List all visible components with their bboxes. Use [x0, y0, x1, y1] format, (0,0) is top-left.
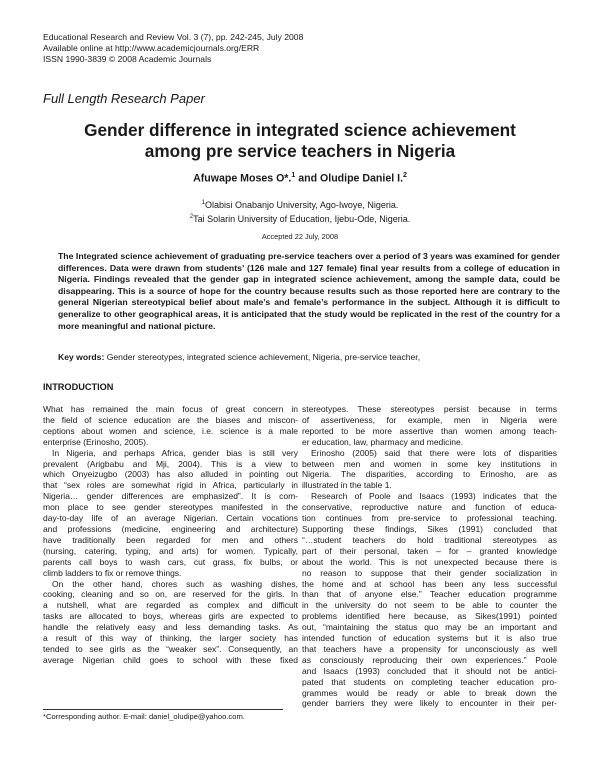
left-column-text-line: cooking, cleaning and so on, are reserved for the girls. In	[43, 589, 298, 600]
right-column-text-line: conservative, reproductive nature and function of educa-	[302, 502, 557, 513]
author-1: Afuwape Moses O*.	[193, 172, 292, 185]
right-column-text-line: Supporting these findings, Sikes (1991) concluded that	[302, 523, 557, 534]
left-column-text-line: tasks are allocated to boys, whereas girls are expected to	[43, 611, 298, 622]
section-heading-introduction: INTRODUCTION	[43, 382, 114, 392]
left-column-text-line: prevalent (Arigbabu and Mji, 2004). This is a view to	[43, 458, 298, 469]
left-column-text-line: handle the relatively easy and less demanding tasks. As	[43, 622, 298, 633]
right-column-text-line: “…student teachers do hold traditional stereotypes as	[302, 534, 557, 545]
right-column-text-line: tion continues from pre-service to professional teaching.	[302, 513, 557, 524]
keywords-label: Key words:	[58, 352, 105, 362]
right-column-text-line: stereotypes. These stereotypes persist because in terms	[302, 404, 557, 414]
left-column-text-line: a result of this way of thinking, the larger society has	[43, 633, 298, 644]
right-column-text-line: the home and at school has been any less successful	[302, 578, 557, 589]
right-column-text-line: as consciously reproducing their own experiences.” Poole	[302, 654, 557, 665]
right-column-text-line: pated that students on completing teacher education pro-	[302, 676, 557, 687]
affiliation-2-sup: 2	[189, 214, 194, 220]
left-column-text-line: average Nigerian child goes to school with these fixed	[43, 654, 298, 665]
journal-url: Available online at http://www.academicjournals.org/ERR	[43, 43, 260, 53]
right-column-text-line: grammes would be ready or able to break down the	[302, 687, 557, 698]
affiliation-2	[40, 211, 560, 225]
left-column-text-line: and professions (medicine, engineering and architecture)	[43, 523, 298, 534]
journal-header	[43, 32, 303, 65]
left-column-text-line: What has remained the main focus of great concern in	[43, 404, 298, 414]
accepted-date: Accepted 22 July, 2008	[261, 232, 339, 241]
paper-title	[40, 120, 560, 162]
left-column-text-line: (nursing, catering, typing, and arts) for women. Typically,	[43, 545, 298, 556]
author-2: Oludipe Daniel I.	[320, 172, 404, 185]
left-column-text-line: have traditionally been regarded for men and others	[43, 534, 298, 545]
paper-type: Full Length Research Paper	[43, 91, 205, 106]
left-column-text-line: day-to-day life of an average Nigerian. Certain vocations	[43, 513, 298, 524]
abstract: The Integrated science achievement of graduating pre-service teachers over a period of 3 years was examined for gender differences. Data were drawn from students’ (126 male and 127 female) final year results from a college of education in Nigeria. Findings revealed that the gender gap in integrated science achievement, among the sample data, could be disappearing. This is a source of hope for the country because results such as those reported here are contrary to the general Nigerian stereotypical belief about male’s and female’s performance in the subject. Although it is difficult to generalize to other geographical areas, it is anticipated that the study would be replicated in the rest of the country for a more meaningful and national picture.	[58, 251, 560, 331]
right-column-text-line: Erinosho (2005) said that there were lots of disparities	[311, 447, 557, 458]
affiliation-1-text: Olabisi Onabanjo University, Ago-Iwoye, Nigeria.	[204, 200, 399, 210]
right-column-text-line: er education, law, pharmacy and medicine.	[302, 436, 464, 447]
right-column-text-line: of assertiveness, for example, men in Nigeria were	[302, 414, 557, 425]
right-column-text-line: between men and women in some key institutions in	[302, 458, 557, 469]
affiliation-2-text: Tai Solarin University of Education, Ijebu-Ode, Nigeria.	[193, 214, 411, 224]
footnote-divider	[43, 709, 283, 710]
right-column-text-line: about the world. This is not unexpected because there is	[302, 556, 557, 567]
author-2-sup: 2	[403, 172, 407, 179]
affiliation-1-sup: 1	[201, 200, 205, 206]
right-column-text-line: Research of Poole and Isaacs (1993) indicates that the	[311, 491, 557, 502]
left-column-text-line: enterprise (Erinosho, 2005).	[43, 436, 149, 447]
left-column-text-line: mon place to see gender stereotypes manifested in the	[43, 502, 298, 513]
right-column-text-line: that teachers have a propensity for unconsciously as well	[302, 643, 557, 654]
right-column-text-line: gender barriers they were likely to encounter in their per-	[302, 698, 557, 709]
author-1-sup: 1	[291, 172, 296, 179]
left-column-text-line: On the other hand, chores such as washing dishes,	[52, 578, 298, 589]
right-column-text-line: no reason to suppose that their gender socialization in	[302, 567, 557, 578]
right-column-text-line: problems identified here because, as Sikes(1991) pointed	[302, 611, 557, 622]
footnote: *Corresponding author. E-mail: daniel_oludipe@yahoo.com.	[43, 712, 245, 721]
keywords-text: Gender stereotypes, integrated science achievement, Nigeria, pre-service teacher,	[106, 352, 421, 362]
title-line-1: Gender difference in integrated science achievement	[84, 120, 516, 140]
right-column-text-line: illustrated in the table 1.	[302, 480, 392, 491]
left-column-text-line: climb ladders to fix or remove things.	[43, 567, 182, 578]
journal-citation: Educational Research and Review Vol. 3 (7), pp. 242-245, July 2008	[43, 32, 304, 42]
journal-issn: ISSN 1990-3839 © 2008 Academic Journals	[43, 54, 212, 64]
author-joiner: and	[295, 172, 321, 185]
left-column-text-line: which Onyeizugbo (2003) has also alluded in pointing out	[43, 469, 298, 480]
right-column	[302, 404, 557, 756]
left-column-text-line: tended to see girls as the “weaker sex”. Consequently, an	[43, 643, 298, 654]
right-column-text-line: and Isaacs (1993) concluded that it should not be antici-	[302, 665, 557, 676]
left-column-text-line: the field of science education are the biases and miscon-	[43, 414, 298, 425]
keywords	[58, 352, 560, 363]
right-column-text-line: Nigeria. The disparities, according to Erinosho, are as	[302, 469, 557, 480]
right-column-text-line: reported to be more assertive than women among teach-	[302, 425, 557, 436]
left-column-text-line: In Nigeria, and perhaps Africa, gender bias is still very	[52, 447, 298, 458]
author-line	[40, 172, 560, 185]
affiliations	[40, 197, 560, 225]
right-column-text-line: than that of anyone else.” Teacher education programme	[302, 589, 557, 600]
right-column-text-line: in the university do not seem to be able to counter the	[302, 600, 557, 611]
left-column-text-line: parents call boys to wash cars, cut grass, fix bulbs, or	[43, 556, 298, 567]
left-column-text-line: Nigeria… gender differences are emphasized”. It is com-	[43, 491, 298, 502]
left-column-text-line: ceptions about women and science, i.e. science is a male	[43, 425, 298, 436]
left-column-text-line: a nutshell, what are regarded as complex and difficult	[43, 600, 298, 611]
title-line-2: among pre service teachers in Nigeria	[144, 141, 456, 161]
right-column-text-line: out, “maintaining the status quo may be an important and	[302, 622, 557, 633]
right-column-text-line: part of their personal, taken – for – granted knowledge	[302, 545, 557, 556]
right-column-text-line: intended function of education systems but it is also true	[302, 633, 557, 644]
affiliation-1	[40, 197, 560, 211]
left-column-text-line: that “sex roles are somewhat rigid in Africa, particularly in	[43, 480, 298, 491]
left-column	[43, 404, 298, 696]
